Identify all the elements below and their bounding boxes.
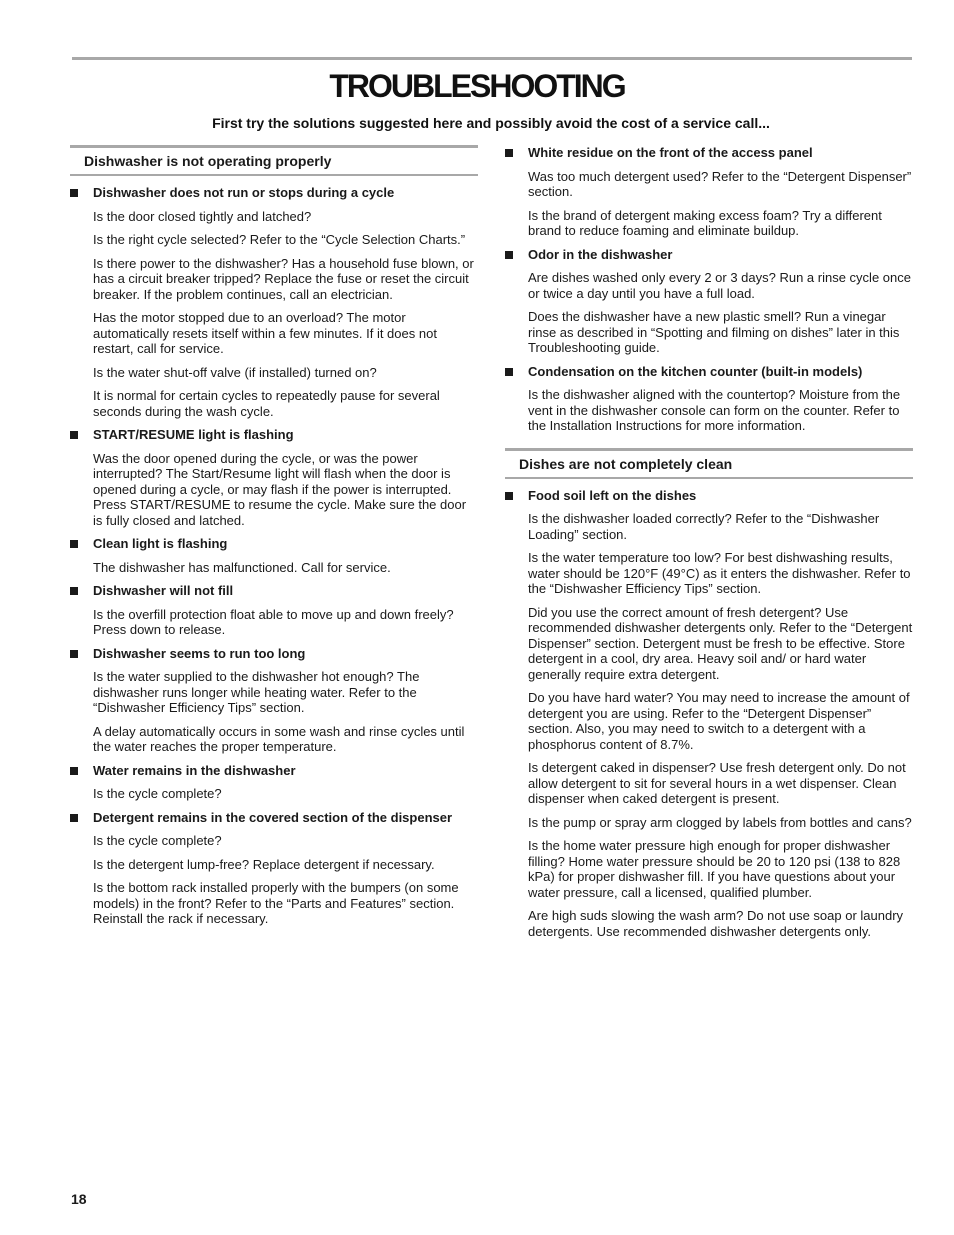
solution-paragraph: Is the home water pressure high enough for proper dishwasher filling? Home water pressure should be 20 to 120 psi (138 to 828 kPa) for proper dishwasher fill. If you have questions about your water pressure, call a licensed, qualified plumber. <box>528 838 901 900</box>
top-rule <box>72 57 912 60</box>
solution-paragraph: Is the right cycle selected? Refer to the “Cycle Selection Charts.” <box>93 232 466 247</box>
right-column <box>505 145 913 947</box>
solution-paragraph: Is the bottom rack installed properly with the bumpers (on some models) in the front? Refer to the “Parts and Features” section. Reinstall the rack if necessary. <box>93 880 459 926</box>
troubleshooting-item <box>70 536 478 575</box>
solution-paragraph: Is the cycle complete? <box>93 833 222 848</box>
troubleshooting-item <box>70 763 478 802</box>
page-subtitle: First try the solutions suggested here and possibly avoid the cost of a service call... <box>212 115 770 131</box>
solution-paragraph: Has the motor stopped due to an overload? The motor automatically resets itself within a few minutes. If it does not restart, call for service. <box>93 310 437 356</box>
issue-title-text: Dishwasher seems to run too long <box>93 645 306 661</box>
square-bullet-icon <box>505 492 513 500</box>
solution-paragraph: Do you have hard water? You may need to increase the amount of detergent you are using. Refer to the “Detergent Dispenser” section. Also, you may need to switch to a detergent with a phosphorus content of 8.7%. <box>528 690 910 752</box>
square-bullet-icon <box>70 650 78 658</box>
page-number: 18 <box>71 1191 87 1207</box>
issue-title-text: Clean light is flashing <box>93 536 228 551</box>
section-heading-not-operating: Dishwasher is not operating properly <box>70 145 478 176</box>
solution-paragraph: Was the door opened during the cycle, or was the power interrupted? The Start/Resume light will flash when the door is opened during a cycle, or may flash if the power is interrupted. Press START/RESUME to resume the cycle. Make sure the door is fully closed and latched. <box>93 450 467 528</box>
issue-title-text: Food soil left on the dishes <box>528 487 697 503</box>
solution-paragraph: Is there power to the dishwasher? Has a household fuse blown, or has a circuit breaker tripped? Replace the fuse or reset the circuit breaker. If the problem continues, call an electrician. <box>93 255 474 302</box>
square-bullet-icon <box>70 767 78 775</box>
issue-title-text: Detergent remains in the covered section of the dispenser <box>93 809 453 825</box>
issue-title <box>505 364 913 380</box>
solution-paragraph: Are dishes washed only every 2 or 3 days? Run a rinse cycle once or twice a day until you have a full load. <box>528 270 911 301</box>
troubleshooting-item <box>70 185 478 419</box>
solution-paragraph: A delay automatically occurs in some wash and rinse cycles until the water reaches the proper temperature. <box>93 723 465 754</box>
solution-paragraph: It is normal for certain cycles to repeatedly pause for several seconds during the wash cycle. <box>93 388 440 419</box>
issue-title <box>70 646 478 662</box>
solution-paragraph: Is the dishwasher aligned with the countertop? Moisture from the vent in the dishwasher console can form on the counter. Refer to the Installation Instructions for more information. <box>528 387 901 433</box>
solution-paragraph: Is the water supplied to the dishwasher hot enough? The dishwasher runs longer while heating water. Refer to the “Dishwasher Efficiency Tips” section. <box>93 669 420 715</box>
square-bullet-icon <box>70 540 78 548</box>
issue-title-text: White residue on the front of the access panel <box>528 145 813 160</box>
right-issue-list-bottom <box>505 488 913 940</box>
troubleshooting-item <box>70 583 478 638</box>
square-bullet-icon <box>505 251 513 259</box>
solution-paragraph: Does the dishwasher have a new plastic smell? Run a vinegar rinse as described in “Spotting and filming on dishes” later in this Troubleshooting guide. <box>528 309 900 355</box>
solution-paragraph: Is the brand of detergent making excess foam? Try a different brand to reduce foaming and eliminate buildup. <box>528 207 882 238</box>
issue-title-text: Water remains in the dishwasher <box>93 762 296 778</box>
issue-title <box>70 583 478 599</box>
section-heading-not-clean: Dishes are not completely clean <box>505 448 913 479</box>
troubleshooting-item <box>505 247 913 356</box>
left-issue-list <box>70 185 478 927</box>
left-column <box>70 145 478 935</box>
troubleshooting-item <box>70 427 478 528</box>
issue-title <box>70 185 478 201</box>
solution-paragraph: Is the water shut-off valve (if installed) turned on? <box>93 364 377 380</box>
square-bullet-icon <box>505 368 513 376</box>
troubleshooting-item <box>70 810 478 927</box>
solution-paragraph: The dishwasher has malfunctioned. Call for service. <box>93 559 391 575</box>
solution-paragraph: Was too much detergent used? Refer to the “Detergent Dispenser” section. <box>528 168 912 199</box>
square-bullet-icon <box>70 189 78 197</box>
issue-title-text: Odor in the dishwasher <box>528 246 673 262</box>
issue-title-text: START/RESUME light is flashing <box>93 427 294 442</box>
square-bullet-icon <box>70 431 78 439</box>
square-bullet-icon <box>70 587 78 595</box>
troubleshooting-item <box>505 488 913 940</box>
issue-title-text: Dishwasher does not run or stops during a cycle <box>93 185 395 200</box>
solution-paragraph: Did you use the correct amount of fresh detergent? Use recommended dishwasher detergents only. Refer to the “Detergent Dispenser” section. Detergent must be fresh to be effective. Store detergent in a cool, dry area. Heavy soil and/ or hard water generally require extra detergent. <box>528 604 913 682</box>
issue-title <box>505 247 913 263</box>
square-bullet-icon <box>505 149 513 157</box>
square-bullet-icon <box>70 814 78 822</box>
issue-title <box>505 145 913 161</box>
solution-paragraph: Is the detergent lump-free? Replace detergent if necessary. <box>93 856 435 872</box>
issue-title <box>70 810 478 826</box>
issue-title <box>70 536 478 552</box>
solution-paragraph: Is the cycle complete? <box>93 786 222 801</box>
solution-paragraph: Is the pump or spray arm clogged by labels from bottles and cans? <box>528 814 912 830</box>
issue-title <box>70 427 478 443</box>
solution-paragraph: Is the overfill protection float able to move up and down freely? Press down to release. <box>93 606 454 637</box>
issue-title-text: Dishwasher will not fill <box>93 583 234 598</box>
solution-paragraph: Is the door closed tightly and latched? <box>93 208 312 224</box>
solution-paragraph: Are high suds slowing the wash arm? Do not use soap or laundry detergents. Use recommended dishwasher detergents only. <box>528 908 904 939</box>
troubleshooting-item <box>70 646 478 755</box>
page-title: TROUBLESHOOTING <box>329 68 625 104</box>
issue-title <box>505 488 913 504</box>
right-issue-list-top <box>505 145 913 434</box>
issue-title <box>70 763 478 779</box>
solution-paragraph: Is the water temperature too low? For best dishwashing results, water should be 120°F (49°C) as it enters the dishwasher. Refer to the “Dishwasher Efficiency Tips” section. <box>528 550 911 596</box>
troubleshooting-item <box>505 145 913 239</box>
solution-paragraph: Is the dishwasher loaded correctly? Refer to the “Dishwasher Loading” section. <box>528 511 880 542</box>
issue-title-text: Condensation on the kitchen counter (built-in models) <box>528 363 863 379</box>
troubleshooting-item <box>505 364 913 434</box>
solution-paragraph: Is detergent caked in dispenser? Use fresh detergent only. Do not allow detergent to sit for several hours in a wet dispenser. Clean dispenser when caked detergent is present. <box>528 760 906 806</box>
